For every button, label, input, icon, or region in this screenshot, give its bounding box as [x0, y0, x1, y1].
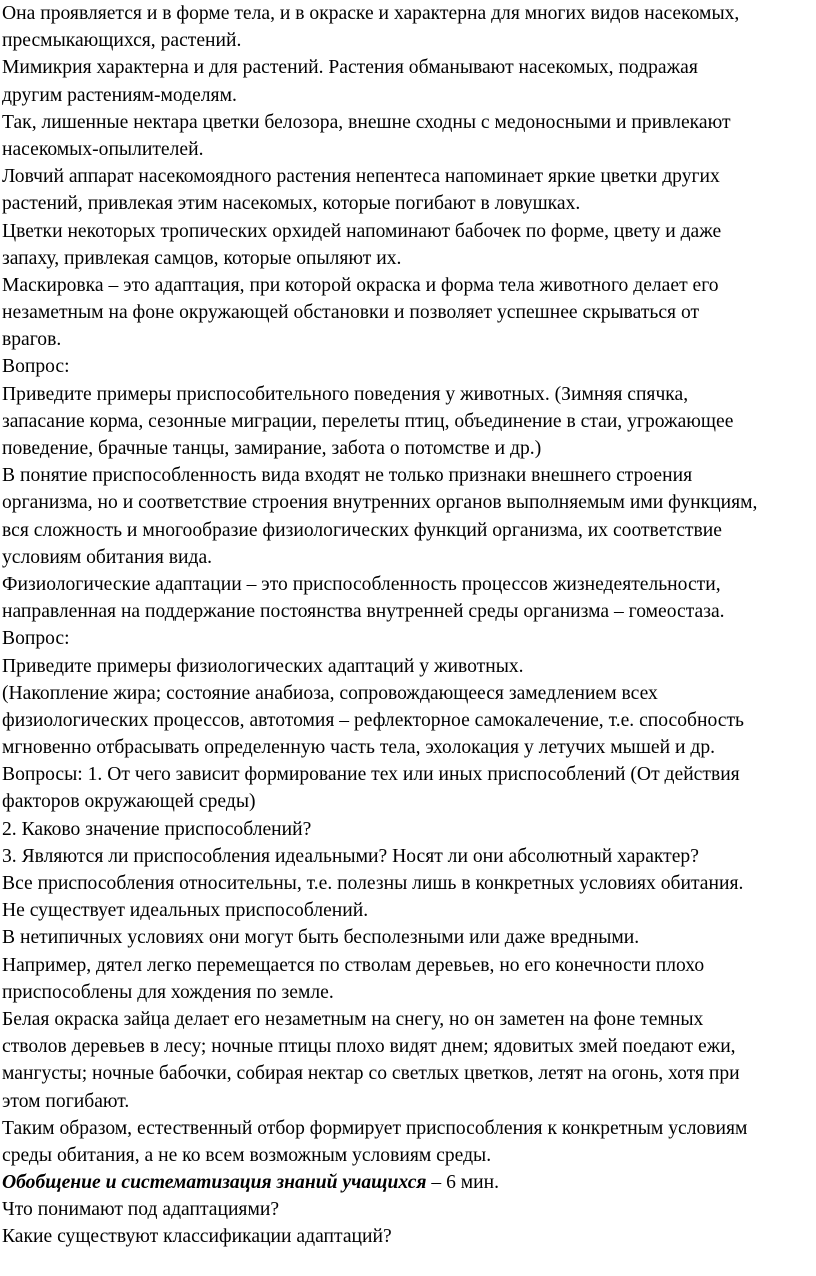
text-line: Приведите примеры приспособительного поведения у животных. (Зимняя спячка, — [2, 383, 689, 405]
text-line: Приведите примеры физиологических адаптаций у животных. — [2, 655, 524, 677]
text-line: мгновенно отбрасывать определенную часть тела, эхолокация у летучих мышей и др. — [2, 737, 716, 759]
text-line: Какие существуют классификации адаптаций? — [2, 1226, 392, 1248]
text-line: стволов деревьев в лесу; ночные птицы плохо видят днем; ядовитых змей поедают ежи, — [2, 1036, 736, 1058]
text-line: 3. Являются ли приспособления идеальными? Носят ли они абсолютный характер? — [2, 845, 699, 867]
text-line: среды обитания, а не ко всем возможным условиям среды. — [2, 1144, 492, 1166]
text-line: Что понимают под адаптациями? — [2, 1199, 280, 1221]
text-line: мангусты; ночные бабочки, собирая нектар со светлых цветков, летят на огонь, хотя при — [2, 1063, 740, 1085]
text-line: Она проявляется и в форме тела, и в окраске и характерна для многих видов насекомых, — [2, 3, 740, 24]
question-label: Вопрос: — [2, 628, 70, 650]
text-line: приспособлены для хождения по земле. — [2, 981, 334, 1003]
text-line: запаху, привлекая самцов, которые опыляют их. — [2, 247, 402, 269]
text-line: этом погибают. — [2, 1090, 130, 1112]
summary-heading: Обобщение и систематизация знаний учащихся — [2, 1172, 427, 1194]
summary-time: – 6 мин. — [426, 1172, 500, 1194]
text-line: насекомых-опылителей. — [2, 138, 204, 160]
text-line: (Накопление жира; состояние анабиоза, сопровождающееся замедлением всех — [2, 682, 658, 704]
text-line: Таким образом, естественный отбор формирует приспособления к конкретным условиям — [2, 1117, 748, 1139]
text-line: Все приспособления относительны, т.е. полезны лишь в конкретных условиях обитания. — [2, 873, 744, 894]
text-line: вся сложность и многообразие физиологических функций организма, их соответствие — [2, 519, 722, 541]
text-line: врагов. — [2, 329, 62, 351]
text-line: Маскировка – это адаптация, при которой окраска и форма тела животного делает его — [2, 274, 719, 296]
text-line: Мимикрия характерна и для растений. Растения обманывают насекомых, подражая — [2, 57, 698, 79]
text-line: незаметным на фоне окружающей обстановки и позволяет успешнее скрываться от — [2, 302, 700, 324]
text-line: В понятие приспособленность вида входят не только признаки внешнего строения — [2, 465, 693, 487]
text-line: Белая окраска зайца делает его незаметным на снегу, но он заметен на фоне темных — [2, 1008, 704, 1030]
text-line: условиям обитания вида. — [2, 546, 213, 568]
text-line: В нетипичных условиях они могут быть бесполезными или даже вредными. — [2, 927, 640, 949]
text-line: Вопросы: 1. От чего зависит формирование тех или иных приспособлений (От действия — [2, 764, 740, 786]
question-label: Вопрос: — [2, 356, 70, 378]
text-line: Цветки некоторых тропических орхидей напоминают бабочек по форме, цвету и даже — [2, 220, 722, 242]
text-line: физиологических процессов, автотомия – рефлекторное самокалечение, т.е. способность — [2, 709, 744, 731]
text-line: 2. Каково значение приспособлений? — [2, 818, 312, 840]
text-line: организма, но и соответствие строения внутренних органов выполняемым ими функциям, — [2, 492, 758, 514]
summary-heading-line — [2, 1169, 816, 1196]
text-line: пресмыкающихся, растений. — [2, 30, 242, 52]
text-line: Например, дятел легко перемещается по стволам деревьев, но его конечности плохо — [2, 954, 705, 976]
text-line: Не существует идеальных приспособлений. — [2, 900, 369, 922]
text-line: факторов окружающей среды) — [2, 791, 256, 813]
text-line: другим растениям-моделям. — [2, 84, 237, 106]
text-line: Физиологические адаптации – это приспособленность процессов жизнедеятельности, — [2, 573, 721, 595]
text-line: Так, лишенные нектара цветки белозора, внешне сходны с медоносными и привлекают — [2, 111, 731, 133]
text-line: направленная на поддержание постоянства внутренней среды организма – гомеостаза. — [2, 601, 725, 623]
text-line: растений, привлекая этим насекомых, которые погибают в ловушках. — [2, 193, 581, 215]
text-line: поведение, брачные танцы, замирание, забота о потомстве и др.) — [2, 438, 542, 459]
text-line: запасание корма, сезонные миграции, перелеты птиц, объединение в стаи, угрожающее — [2, 410, 734, 432]
text-line: Ловчий аппарат насекомоядного растения непентеса напоминает яркие цветки других — [2, 166, 720, 188]
